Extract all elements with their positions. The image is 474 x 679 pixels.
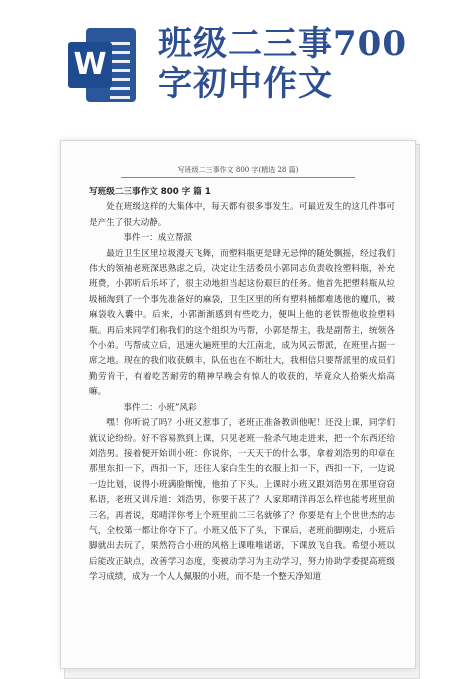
document-title: 写班级二三事作文 800 字 篇 1 xyxy=(89,187,211,197)
document-preview xyxy=(60,140,416,669)
banner-title-line-2: 字初中作文 xyxy=(158,64,333,104)
paragraph: 最近卫生区里垃圾漫天飞舞，而塑料瓶更是肆无忌惮的随处飘摇，经过我们伟大的领袖老班深思熟虑之后，决定让生活委员小郭同志负责收捡塑料瓶，补充班费，小郭听后乐坏了，很主动地担当起这份艰巨的任务。他首先把塑料瓶从垃圾桶淘到了一个事先准备好的麻袋，卫生区里的所有塑料桶都难逃他的魔爪，被麻袋收入囊中。后来，小郭渐渐感到有些吃力，便叫上他的老铁帮他收捡塑料瓶。再后来同学们称我们的这个组织为丐帮，小郭是帮主，我是副帮主，统领各个小弟。丐帮成立后，迅速火遍班里的大江南北，成为风云帮派，在班里占据一席之地。现在的我们收获颇丰，队伍也在不断壮大，我相信只要帮派里的成员们勤劳肯干，有着吃苦耐劳的精神早晚会有惊人的收获的，毕竟众人拾柴火焰高嘛。 xyxy=(89,248,395,398)
section-heading: 事件二：小班”风彩 xyxy=(123,402,197,413)
banner-title xyxy=(158,24,458,104)
word-document-icon xyxy=(68,28,136,102)
header-rule xyxy=(121,177,355,178)
section-heading: 事件一：成立帮派 xyxy=(123,233,193,244)
banner-title-line-1: 班级二三事700 xyxy=(158,24,407,64)
document-body xyxy=(89,185,395,586)
paragraph: 嘿！你听说了吗？小班又惹事了，老班正准备教训他呢！还没上课，同学们就议论纷纷。好不容易熬到上课，只见老班一脸杀气地走进来，把一个东西还给刘浩男。接着便开始训小班：你说你，一天天干的什么事，拿着刘浩男的印章在那里东扣一下，西扣一下，还往人家白生生的衣服上扣一下，西扣一下，一边说一边比划，说得小班满脸惭愧，他拍了下头。上课时小班又跟刘浩男在那里窃窃私语，老班又训斥道：刘浩男，你要干甚了？人家郑晴洋再怎么样也能考班里前三名，再者说，郑晴洋你考上个班里前二三名就够了？你要是有上个世世杰的志气，全校第一都让你夺下了。小班又低下了头，下课后，老班前脚刚走，小班后脚就出去玩了，果然符合小班的风格上课唯唯诺诺，下课放飞自我。希望小班以后能改正缺点，改善学习态度，变被动学习为主动学习，努力协助学委提高班级学习成绩，成为一个人人佩服的小班，而不是一个整天净知道 xyxy=(89,418,395,583)
page-header: 写班级二三事作文 800 字(精选 28 篇) xyxy=(177,166,299,174)
word-w-badge: W xyxy=(68,42,112,88)
banner xyxy=(0,0,474,130)
paragraph: 处在班级这样的大集体中，每天都有很多事发生。可最近发生的这几件事可是产生了很大动静。 xyxy=(89,202,395,228)
document-page xyxy=(60,140,416,669)
